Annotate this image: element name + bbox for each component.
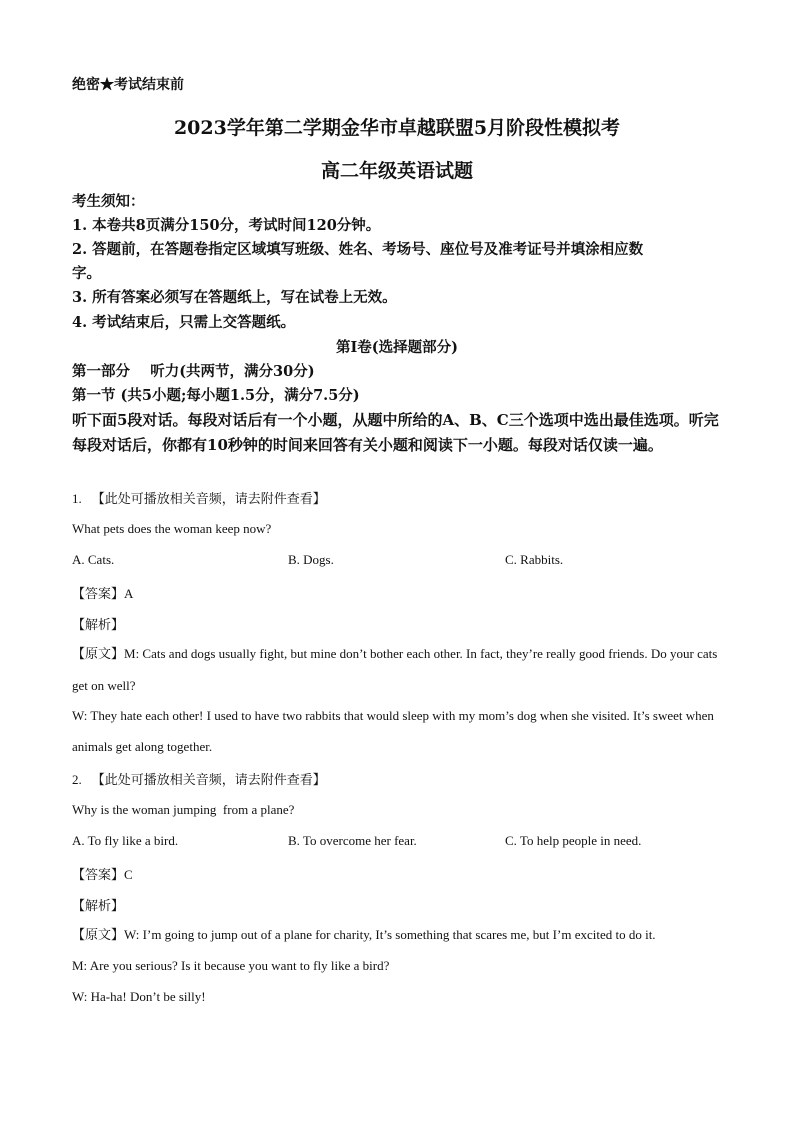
question-1-text: What pets does the woman keep now? [72,521,272,536]
audio-note: 【此处可播放相关音频，请去附件查看】 [91,773,326,788]
option-b: B. To overcome her fear. [288,833,417,848]
notice-heading: 考生须知： [72,193,145,210]
notice-item: 字。 [72,265,101,282]
question-1-audio [72,488,326,508]
part-heading: 第一部分 听力(共两节，满分30分) [72,363,315,380]
question-number: 2. [72,772,82,787]
question-2-text: Why is the woman jumping from a plane? [72,802,295,817]
transcript-label: 【原文】 [72,928,125,943]
notice-item: 2. 答题前，在答题卷指定区域填写班级、姓名、考场号、座位号及准考证号并填涂相应数 [72,241,644,258]
notice-item: 4. 考试结束后，只需上交答题纸。 [72,314,296,331]
transcript-label: 【原文】 [72,647,125,662]
option-a: A. Cats. [72,552,115,567]
answer-row [72,864,133,884]
transcript-text: W: I’m going to jump out of a plane for charity, It’s something that scares me, but I’m excited to do it. [124,927,656,942]
analysis-label: 【解析】 [72,618,125,633]
question-number: 1. [72,491,82,506]
transcript-line [72,638,724,701]
option-c: C. To help people in need. [505,833,642,848]
notice-item: 3. 所有答案必须写在答题纸上，写在试卷上无效。 [72,289,397,306]
transcript-line [72,919,724,951]
option-b: B. Dogs. [288,552,334,567]
option-a: A. To fly like a bird. [72,833,179,848]
exam-title: 2023学年第二学期金华市卓越联盟5月阶段性模拟考 [173,117,621,139]
answer-value: C [124,867,133,882]
confidential-mark: 绝密★考试结束前 [72,77,184,93]
analysis-label: 【解析】 [72,899,125,914]
answer-value: A [124,586,134,601]
transcript-line: M: Are you serious? Is it because you want to fly like a bird? [72,958,390,973]
transcript-line: W: They hate each other! I used to have two rabbits that would sleep with my mom’s dog when she visited. It’s sweet when animals get along together. [72,708,714,754]
exam-subtitle: 高二年级英语试题 [320,160,473,182]
notice-item: 1. 本卷共8页满分150分，考试时间120分钟。 [72,217,381,234]
answer-label: 【答案】 [72,587,125,602]
listening-instructions: 听下面5段对话。每段对话后有一个小题，从题中所给的A、B、C三个选项中选出最佳选项。听完每段对话后，你都有10秒钟的时间来回答有关小题和阅读下一小题。每段对话仅读一遍。 [72,411,719,454]
transcript-text: M: Cats and dogs usually fight, but mine don’t bother each other. In fact, they’re really good friends. Do your cats get on well? [72,646,718,693]
audio-note: 【此处可播放相关音频，请去附件查看】 [91,492,326,507]
answer-label: 【答案】 [72,868,125,883]
volume-heading: 第Ⅰ卷(选择题部分) [335,339,458,356]
question-2-audio [72,769,326,789]
option-c: C. Rabbits. [505,552,564,567]
transcript-line: W: Ha-ha! Don’t be silly! [72,989,206,1004]
section-heading: 第一节 (共5小题;每小题1.5分，满分7.5分) [72,387,360,404]
answer-row [72,583,133,603]
